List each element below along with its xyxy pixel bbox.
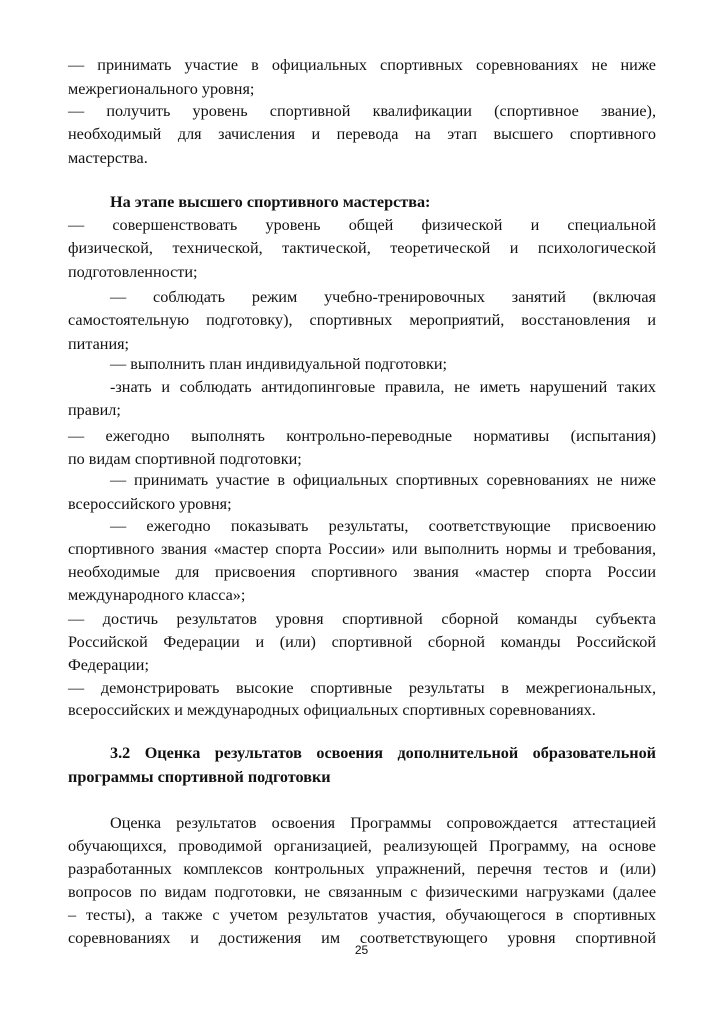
text-line: вопросов по видам подготовки, не связанным с физическими нагрузками (далее (68, 883, 656, 901)
text-line: -знать и соблюдать антидопинговые правила, не иметь нарушений таких (110, 378, 656, 396)
text-line: физической, технической, тактической, теоретической и психологической (68, 239, 656, 257)
section-heading: На этапе высшего спортивного мастерства: (110, 193, 431, 211)
text-line: — соблюдать режим учебно-тренировочных занятий (включая (110, 288, 656, 306)
text-line: — достичь результатов уровня спортивной сборной команды субъекта (68, 610, 656, 628)
text-line: обучающихся, проводимой организацией, реализующей Программу, на основе (68, 837, 656, 855)
text-line: — получить уровень спортивной квалификации (спортивное звание), (68, 102, 656, 120)
text-line: правил; (68, 401, 121, 419)
page-number: 25 (354, 943, 369, 957)
text-line: разработанных комплексов контрольных упражнений, перечня тестов и (или) (68, 860, 656, 878)
text-line: по видам спортивной подготовки; (68, 450, 302, 468)
text-line: соревнованиях и достижения им соответствующего уровня спортивной (68, 929, 656, 947)
text-line: питания; (68, 335, 130, 353)
text-line: самостоятельную подготовку), спортивных мероприятий, восстановления и (68, 311, 656, 329)
text-line: необходимый для зачисления и перевода на этап высшего спортивного (68, 125, 656, 143)
text-line: межрегионального уровня; (68, 80, 255, 98)
text-line: — выполнить план индивидуальной подготовки; (110, 355, 448, 373)
text-line: всероссийских и международных официальных спортивных соревнованиях. (68, 701, 596, 719)
text-line: — демонстрировать высокие спортивные результаты в межрегиональных, (68, 679, 656, 697)
section-heading: 3.2 Оценка результатов освоения дополнительной образовательной (110, 744, 656, 762)
text-line: — принимать участие в официальных спортивных соревнованиях не ниже (68, 56, 656, 74)
text-line: Оценка результатов освоения Программы сопровождается аттестацией (110, 814, 656, 832)
text-line: — принимать участие в официальных спортивных соревнованиях не ниже (110, 471, 656, 489)
text-line: мастерства. (68, 149, 148, 167)
text-line: международного класса»; (68, 586, 246, 604)
section-heading: программы спортивной подготовки (68, 768, 331, 786)
text-line: всероссийского уровня; (68, 495, 232, 513)
text-line: – тесты), а также с учетом результатов участия, обучающегося в спортивных (68, 906, 656, 924)
text-line: — совершенствовать уровень общей физической и специальной (68, 216, 656, 234)
text-line: необходимые для присвоения спортивного звания «мастер спорта России (68, 563, 656, 581)
text-line: — ежегодно выполнять контрольно-переводные нормативы (испытания) (68, 427, 656, 445)
text-line: подготовленности; (68, 263, 198, 281)
text-line: Федерации; (68, 656, 149, 674)
text-line: спортивного звания «мастер спорта России» или выполнить нормы и требования, (68, 540, 656, 558)
text-line: Российской Федерации и (или) спортивной сборной команды Российской (68, 633, 656, 651)
text-line: — ежегодно показывать результаты, соответствующие присвоению (110, 517, 656, 535)
